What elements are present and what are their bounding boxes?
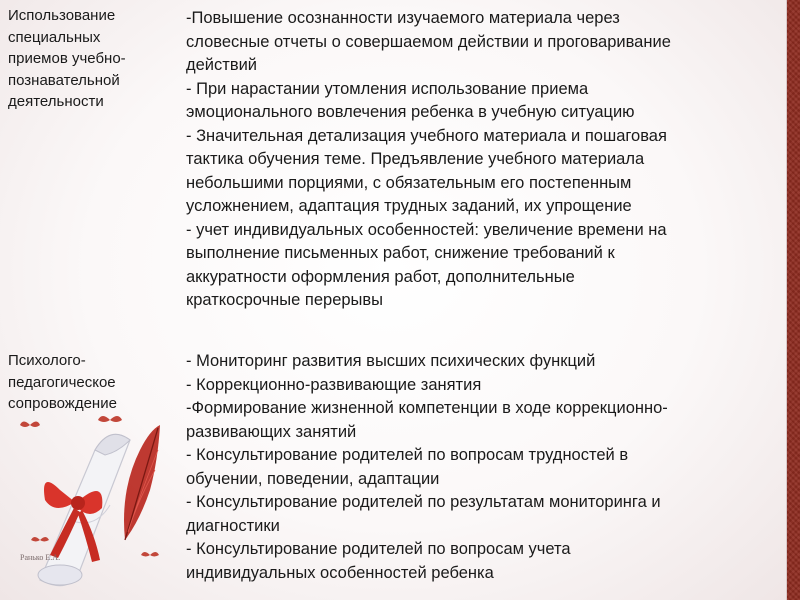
row2-label-line: сопровождение xyxy=(8,395,117,412)
row1-text-line: небольшими порциями, с обязательным его постепенным xyxy=(186,173,632,192)
row1-text-line: аккуратности оформления работ, дополнительные xyxy=(186,267,575,286)
row1-text-line: - При нарастании утомления использование приема xyxy=(186,79,589,98)
row1-label-line: приемов учебно- xyxy=(8,50,126,67)
row2-text-line: развивающих занятий xyxy=(186,422,357,441)
row2-content xyxy=(186,350,778,585)
row1-text-line: краткосрочные перерывы xyxy=(186,291,384,309)
row2-label xyxy=(8,350,173,415)
row2-text-line: - Коррекционно-развивающие занятия xyxy=(186,375,482,394)
row1-text-line: - учет индивидуальных особенностей: увеличение времени на xyxy=(186,220,667,239)
row1-text-line: - Значительная детализация учебного материала и пошаговая xyxy=(186,126,667,145)
row2-text-line: обучении, поведении, адаптации xyxy=(186,469,440,488)
row1-text-line: тактика обучения теме. Предъявление учебного материала xyxy=(186,150,645,168)
row1-text-line: выполнение письменных работ, снижение требований к xyxy=(186,244,615,262)
row1-label-line: Использование xyxy=(8,7,116,24)
row1-text-line: словесные отчеты о совершаемом действии и проговаривание xyxy=(186,32,671,51)
row2-text-line: - Консультирование родителей по вопросам трудностей в xyxy=(186,446,629,464)
row1-text-line: действий xyxy=(186,56,258,74)
row1-label-line: специальных xyxy=(8,28,101,46)
row2-text-line: - Консультирование родителей по результатам мониторинга и xyxy=(186,493,661,511)
row2-text-line: индивидуальных особенностей ребенка xyxy=(186,563,494,582)
row1-label-line: познавательной xyxy=(8,71,120,89)
row1-text-line: эмоционального вовлечения ребенка в учебную ситуацию xyxy=(186,103,635,121)
row1-text-line: -Повышение осознанности изучаемого материала через xyxy=(186,9,620,27)
row2-text-line: - Консультирование родителей по вопросам учета xyxy=(186,540,571,558)
row1-label xyxy=(8,5,173,113)
row2-text-line: - Мониторинг развития высших психических функций xyxy=(186,352,596,370)
row1-label-line: деятельности xyxy=(8,93,104,110)
row1-text-line: усложнением, адаптация трудных заданий, их упрощение xyxy=(186,197,632,215)
row2-label-line: Психолого- xyxy=(8,352,86,369)
author-watermark: Ранько Е.А. xyxy=(20,553,61,562)
row2-text-line: -Формирование жизненной компетенции в ходе коррекционно- xyxy=(186,399,668,417)
row2-text-line: диагностики xyxy=(186,516,280,535)
row1-content xyxy=(186,7,778,313)
row2-label-line: педагогическое xyxy=(8,373,116,391)
